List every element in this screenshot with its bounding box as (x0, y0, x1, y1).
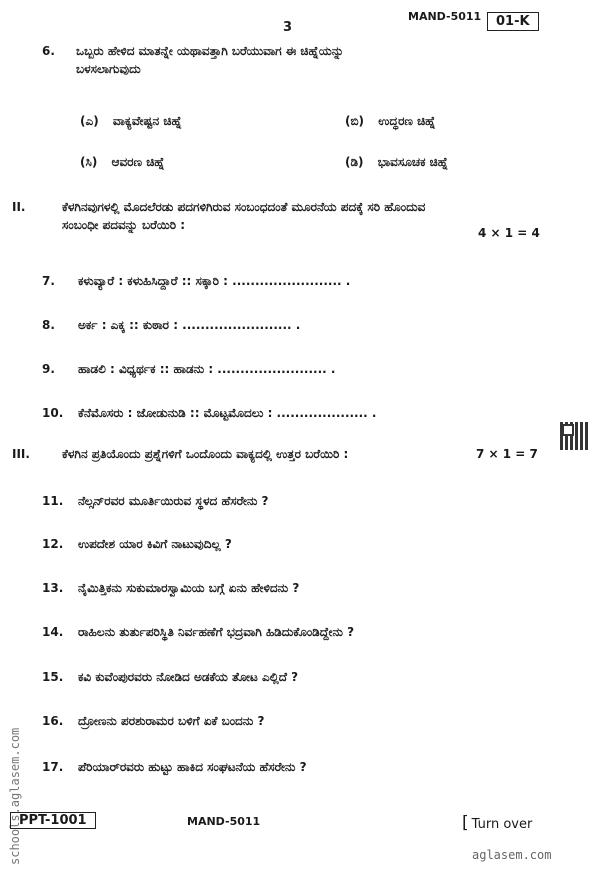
question-10-text: ಕೆನೆಮೊಸರು : ಜೋಡುನುಡಿ :: ಮೊಟ್ಟಮೊದಲು : .................... . (78, 406, 377, 420)
question-12-number: 12. (42, 537, 64, 551)
option-d-label: (ಡಿ) (345, 155, 364, 169)
option-a-label: (ಎ) (80, 114, 99, 128)
question-15-text: ಕವಿ ಕುವೆಂಪುರವರು ನೋಡಿದ ಅಡಕೆಯ ತೋಟ ಎಲ್ಲಿದೆ ? (78, 670, 299, 684)
question-13-number: 13. (42, 581, 64, 595)
question-7-number: 7. (42, 274, 55, 288)
question-15-number: 15. (42, 670, 64, 684)
section-2-number: II. (12, 200, 26, 214)
question-13-text: ನೈಮಿತ್ತಿಕನು ಸುಕುಮಾರಸ್ವಾಮಿಯ ಬಗ್ಗೆ ಏನು ಹೇಳಿದನು ? (78, 581, 300, 595)
section-3-instruction: ಕೆಳಗಿನ ಪ್ರತಿಯೊಂದು ಪ್ರಶ್ನೆಗಳಿಗೆ ಒಂದೊಂದು ವಾಕ್ಯದಲ್ಲಿ ಉತ್ತರ ಬರೆಯಿರಿ : (62, 447, 349, 461)
section-2-line-1: ಕೆಳಗಿನವುಗಳಲ್ಲಿ ಮೊದಲೆರಡು ಪದಗಳಿಗಿರುವ ಸಂಬಂಧದಂತೆ ಮೂರನೆಯ ಪದಕ್ಕೆ ಸರಿ ಹೊಂದುವ (62, 200, 426, 214)
section-2-marks: 4 × 1 = 4 (478, 226, 540, 240)
question-9-text: ಹಾಡಲಿ : ವಿಧ್ಯರ್ಥಕ :: ಹಾಡನು : ........................ . (78, 362, 336, 376)
question-17-number: 17. (42, 760, 64, 774)
question-6-text (76, 42, 576, 78)
question-8-number: 8. (42, 318, 55, 332)
option-b (345, 114, 436, 129)
question-6-line-1: ಒಬ್ಬರು ಹೇಳಿದ ಮಾತನ್ನೇ ಯಥಾವತ್ತಾಗಿ ಬರೆಯುವಾಗ ಈ ಚಿಹ್ನೆಯನ್ನು (76, 44, 344, 58)
option-d-text: ಭಾವಸೂಚಕ ಚಿಹ್ನೆ (377, 155, 449, 169)
option-c-text: ಆವರಣ ಚಿಹ್ನೆ (111, 155, 165, 169)
paper-code-top: MAND-5011 (408, 10, 482, 23)
qr-code (560, 422, 588, 450)
option-a (80, 114, 182, 129)
question-12-text: ಉಪದೇಶ ಯಾರ ಕಿವಿಗೆ ನಾಟುವುದಿಲ್ಲ ? (78, 537, 232, 551)
question-14-text: ರಾಹಿಲನು ತುರ್ತುಪರಿಸ್ಥಿತಿ ನಿರ್ವಹಣೆಗೆ ಭದ್ರವಾಗಿ ಹಿಡಿದುಕೊಂಡಿದ್ದೇನು ? (78, 625, 355, 639)
turn-over-bracket: [ (462, 813, 469, 833)
footer-box-code: PPT-1001 (10, 812, 96, 829)
question-17-text: ಪೆರಿಯಾರ್‌ರವರು ಹುಟ್ಟು ಹಾಕಿದ ಸಂಘಟನೆಯ ಹೆಸರೇನು ? (78, 760, 307, 774)
paper-box-code: 01-K (487, 12, 539, 31)
question-16-text: ದ್ರೋಣನು ಪರಶುರಾಮರ ಬಳಿಗೆ ಏಕೆ ಬಂದನು ? (78, 714, 265, 728)
question-6-line-2: ಬಳಸಲಾಗುವುದು (76, 62, 141, 76)
question-14-number: 14. (42, 625, 64, 639)
turn-over-text: Turn over (471, 817, 533, 832)
question-6-number: 6. (42, 44, 55, 58)
paper-code-bottom: MAND-5011 (187, 815, 261, 828)
question-11-number: 11. (42, 494, 64, 508)
question-7-text: ಕಳುವ್ಯಾರೆ : ಕಳುಹಿಸಿದ್ದಾರೆ :: ಸಕ್ಕಾರಿ : ........................ . (78, 274, 351, 288)
option-b-text: ಉದ್ಧರಣ ಚಿಹ್ನೆ (378, 114, 436, 128)
side-watermark (8, 665, 22, 865)
page-number: 3 (283, 20, 293, 35)
question-11-text: ನೆಲ್ಸನ್‌ರವರ ಮೂರ್ತಿಯಿರುವ ಸ್ಥಳದ ಹೆಸರೇನು ? (78, 494, 269, 508)
option-d (345, 155, 448, 170)
question-16-number: 16. (42, 714, 64, 728)
section-3-marks: 7 × 1 = 7 (476, 447, 538, 461)
section-3-number: III. (12, 447, 30, 461)
option-a-text: ವಾಕ್ಯವೇಷ್ಟನ ಚಿಹ್ನೆ (112, 114, 182, 128)
section-2-line-2: ಸಂಬಂಧೀ ಪದವನ್ನು ಬರೆಯಿರಿ : (62, 218, 186, 232)
option-b-label: (ಬಿ) (345, 114, 365, 128)
question-9-number: 9. (42, 362, 55, 376)
option-c (80, 155, 165, 170)
side-watermark-text: schools.aglasem.com (8, 727, 22, 865)
site-watermark: aglasem.com (472, 848, 552, 862)
turn-over-note (462, 813, 532, 833)
question-10-number: 10. (42, 406, 64, 420)
question-8-text: ಅರ್ಕ : ಎಕ್ಕ :: ಕುಠಾರ : ........................ . (78, 318, 301, 332)
option-c-label: (ಸಿ) (80, 155, 98, 169)
